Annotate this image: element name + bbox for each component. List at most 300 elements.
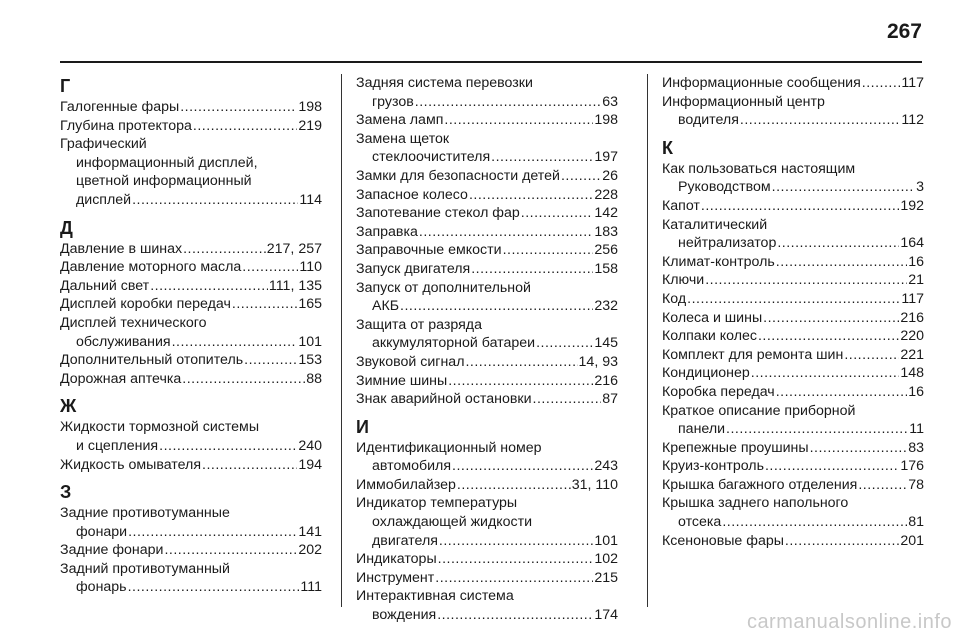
index-term: Звуковой сигнал [356, 353, 465, 370]
leader-dots [183, 240, 266, 259]
index-entry-line [662, 439, 924, 458]
page-reference-link[interactable]: 78 [908, 476, 924, 493]
leader-dots [844, 346, 899, 365]
index-entry [356, 241, 618, 260]
index-entry [356, 494, 618, 550]
section-letter: Ж [60, 396, 77, 417]
index-term: обслуживания [76, 333, 171, 350]
index-entry-line [356, 279, 618, 298]
index-entry-line [356, 74, 618, 93]
index-column-3 [662, 74, 924, 550]
index-column-1 [60, 74, 322, 597]
column-divider [341, 74, 342, 607]
index-entry-line [356, 111, 618, 130]
leader-dots [172, 333, 298, 352]
index-term: Давление в шинах [60, 240, 183, 257]
index-term: Крышка багажного отделения [662, 476, 858, 493]
index-term: Замки для безопасности детей [356, 167, 560, 184]
page-reference-link[interactable]: 183 [594, 223, 618, 240]
page-reference-link[interactable]: 11 [909, 421, 924, 438]
index-entry [662, 160, 924, 197]
index-term: Дополнительный отопитель [60, 352, 244, 369]
index-entry [60, 418, 322, 455]
index-term: Коробка передач [662, 383, 775, 400]
index-term: дисплей [76, 191, 132, 208]
index-entry-line [356, 316, 618, 335]
index-term: Код [662, 290, 687, 307]
page-reference-link[interactable]: 221 [900, 346, 924, 363]
section-letter: И [356, 416, 369, 437]
index-term: Кондиционер [662, 365, 750, 382]
index-term: Колпаки колес [662, 328, 757, 345]
page-reference-link[interactable]: 216 [900, 309, 924, 326]
index-entry-line [662, 364, 924, 383]
index-entry [662, 309, 924, 328]
page-reference-link[interactable]: 117 [901, 290, 924, 307]
index-entry-line [60, 98, 322, 117]
leader-dots [469, 186, 593, 205]
index-entry-line [356, 204, 618, 223]
page-reference-link[interactable]: 158 [594, 260, 618, 277]
index-term: Индикатор температуры [356, 495, 518, 512]
section-letter: К [662, 137, 673, 158]
page-reference-link[interactable]: 101 [594, 532, 618, 549]
index-entry-line [60, 333, 322, 352]
page-reference-link[interactable]: 215 [594, 569, 618, 586]
index-entry [356, 353, 618, 372]
index-term: фонари [76, 523, 128, 540]
index-entry [356, 167, 618, 186]
index-entry-line [60, 135, 322, 154]
index-entry [356, 74, 618, 111]
index-term: Как пользоваться настоящим [662, 160, 856, 177]
leader-dots [438, 550, 594, 569]
page-reference-link[interactable]: 174 [594, 607, 618, 624]
page-reference-link[interactable]: 21 [908, 272, 924, 289]
leader-dots [810, 439, 908, 458]
index-term: Графический [60, 136, 147, 153]
page-reference-link[interactable]: 87 [602, 391, 618, 408]
leader-dots [452, 457, 593, 476]
index-entry-line [356, 439, 618, 458]
leader-dots [705, 271, 907, 290]
leader-dots [242, 258, 298, 277]
index-entry-line [60, 295, 322, 314]
index-term: аккумуляторной батареи [372, 335, 536, 352]
index-term: цветной информационный [76, 173, 252, 190]
leader-dots [415, 93, 601, 112]
index-entry-line [662, 111, 924, 130]
index-term: Зимние шины [356, 372, 448, 389]
index-entry [662, 327, 924, 346]
index-term: Замена щеток [356, 130, 450, 147]
page-reference-link[interactable]: 148 [900, 365, 924, 382]
index-entry [356, 186, 618, 205]
page-reference-link[interactable]: 16 [908, 253, 924, 270]
index-term: Дорожная аптечка [60, 370, 182, 387]
leader-dots [128, 523, 297, 542]
leader-dots [687, 290, 900, 309]
index-term: отсека [678, 514, 722, 531]
index-entry-line [662, 402, 924, 421]
leader-dots [491, 148, 593, 167]
index-entry [356, 223, 618, 242]
section-letter: Д [60, 217, 73, 238]
page-reference-link[interactable]: 219 [298, 117, 322, 134]
index-entry-line [60, 523, 322, 542]
page-reference-link[interactable]: 101 [298, 333, 322, 350]
index-entry [662, 402, 924, 439]
index-entry [356, 316, 618, 353]
page-reference-link[interactable]: 114 [299, 191, 322, 208]
page-reference-link[interactable]: 14, 93 [578, 353, 618, 370]
leader-dots [180, 98, 297, 117]
index-term: Заправка [356, 223, 418, 240]
index-entry-line [60, 351, 322, 370]
leader-dots [164, 541, 297, 560]
index-entry-line [356, 260, 618, 279]
index-entry-line [60, 154, 322, 173]
index-term: Задний противотуманный [60, 560, 230, 577]
index-column-2 [356, 74, 618, 625]
page-reference-link[interactable]: 165 [298, 296, 322, 313]
index-term: Дальний свет [60, 277, 150, 294]
page-reference-link[interactable]: 194 [298, 456, 322, 473]
page-reference-link[interactable]: 111 [300, 579, 322, 596]
leader-dots [132, 191, 298, 210]
index-entry-line [356, 606, 618, 625]
page-reference-link[interactable]: 26 [602, 167, 618, 184]
index-entry [662, 476, 924, 495]
page-reference-link[interactable]: 112 [901, 112, 924, 129]
page-reference-link[interactable]: 197 [594, 149, 618, 166]
index-entry [662, 346, 924, 365]
index-entry-line [60, 578, 322, 597]
index-term: Крепежные проушины [662, 439, 809, 456]
index-entry-line [356, 167, 618, 186]
index-entry [356, 260, 618, 279]
index-entry-line [356, 494, 618, 513]
leader-dots [862, 74, 901, 93]
index-term: Глубина протектора [60, 117, 192, 134]
index-entry-line [60, 456, 322, 475]
leader-dots [244, 351, 297, 370]
index-entry-line [662, 513, 924, 532]
index-term: Идентификационный номер [356, 439, 542, 456]
index-entry-line [662, 290, 924, 309]
leader-dots [471, 260, 593, 279]
page-reference-link[interactable]: 243 [594, 458, 618, 475]
index-entry [60, 277, 322, 296]
leader-dots [726, 420, 908, 439]
index-entry-line [356, 569, 618, 588]
index-term: Галогенные фары [60, 99, 180, 115]
index-entry-line [356, 587, 618, 606]
page-reference-link[interactable]: 192 [900, 197, 924, 214]
index-term: Дисплей коробки передач [60, 296, 231, 313]
index-entry [356, 111, 618, 130]
index-term: Дисплей технического [60, 314, 207, 331]
index-entry-line [662, 160, 924, 179]
page-reference-link[interactable]: 201 [900, 532, 924, 549]
index-entry-line [356, 186, 618, 205]
leader-dots [740, 111, 900, 130]
index-term: грузов [372, 93, 414, 110]
index-entry-line [60, 172, 322, 191]
leader-dots [521, 204, 594, 223]
page-reference-link[interactable]: 220 [900, 328, 924, 345]
page-reference-link[interactable]: 216 [594, 372, 618, 389]
index-entry [356, 476, 618, 495]
index-entry [662, 197, 924, 216]
index-entry [662, 93, 924, 130]
index-entry-line [60, 370, 322, 389]
index-term: Краткое описание приборной [662, 402, 856, 419]
index-entry-line [356, 457, 618, 476]
leader-dots [400, 297, 593, 316]
index-entry [662, 253, 924, 272]
index-entry-line [60, 504, 322, 523]
index-entry [662, 457, 924, 476]
index-entry-line [60, 117, 322, 136]
section-letter: Г [60, 76, 71, 96]
leader-dots [128, 578, 300, 597]
page-reference-link[interactable]: 81 [908, 514, 924, 531]
index-entry-line [60, 240, 322, 259]
index-term: Задняя система перевозки [356, 75, 533, 91]
page-reference-link[interactable]: 198 [594, 112, 618, 129]
column-divider [647, 74, 648, 607]
page-reference-link[interactable]: 88 [306, 370, 322, 387]
page-reference-link[interactable]: 117 [901, 75, 924, 91]
leader-dots [437, 606, 593, 625]
page-reference-link[interactable]: 240 [298, 437, 322, 454]
index-entry-line [662, 216, 924, 235]
index-entry [662, 271, 924, 290]
index-term: Индикаторы [356, 551, 437, 568]
index-entry [662, 383, 924, 402]
index-entry-line [356, 353, 618, 372]
index-entry-line [60, 541, 322, 560]
leader-dots [533, 390, 602, 409]
index-term: АКБ [372, 298, 400, 315]
index-entry-line [662, 93, 924, 112]
leader-dots [150, 277, 268, 296]
leader-dots [758, 327, 899, 346]
index-term: водителя [678, 112, 739, 129]
leader-dots [232, 295, 297, 314]
index-entry-line [356, 476, 618, 495]
index-entry-line [356, 513, 618, 532]
leader-dots [776, 253, 907, 272]
index-term: Давление моторного масла [60, 259, 242, 276]
index-entry-line [356, 297, 618, 316]
index-entry-line [356, 550, 618, 569]
index-entry [356, 550, 618, 569]
leader-dots [457, 476, 571, 495]
index-term: Климат-контроль [662, 253, 775, 270]
page-reference-link[interactable]: 232 [594, 298, 618, 315]
index-entry-line [662, 309, 924, 328]
index-entry-line [662, 457, 924, 476]
page-reference-link[interactable]: 142 [594, 205, 618, 222]
index-term: Крышка заднего напольного [662, 495, 849, 512]
index-term: двигателя [372, 532, 438, 549]
index-entry [60, 370, 322, 389]
index-entry [60, 98, 322, 117]
index-term: Жидкость омывателя [60, 456, 202, 473]
index-term: информационный дисплей, [76, 154, 258, 171]
index-entry-line [662, 383, 924, 402]
index-term: Задние противотуманные [60, 505, 230, 522]
leader-dots [419, 223, 593, 242]
index-entry-line [662, 494, 924, 513]
index-entry [662, 364, 924, 383]
page-reference-link[interactable]: 153 [298, 352, 322, 369]
page-reference-link[interactable]: 145 [594, 335, 618, 352]
index-entry [356, 279, 618, 316]
index-term: стеклоочистителя [372, 149, 491, 166]
index-entry-line [60, 191, 322, 210]
page-reference-link[interactable]: 198 [298, 99, 322, 115]
leader-dots [444, 111, 593, 130]
index-entry-line [356, 532, 618, 551]
leader-dots [765, 457, 899, 476]
index-term: автомобиля [372, 458, 452, 475]
index-entry [60, 560, 322, 597]
index-entry-line [662, 346, 924, 365]
leader-dots [722, 513, 907, 532]
section-letter: З [60, 482, 72, 503]
index-term: Комплект для ремонта шин [662, 346, 844, 363]
index-entry-line [662, 253, 924, 272]
leader-dots [448, 372, 593, 391]
index-entry [662, 216, 924, 253]
index-entry-line [60, 258, 322, 277]
index-entry-line [356, 241, 618, 260]
index-entry-line [60, 560, 322, 579]
index-entry-line [662, 327, 924, 346]
index-entry [60, 117, 322, 136]
header-rule [60, 61, 922, 63]
index-term: Ксеноновые фары [662, 532, 784, 549]
index-entry-line [662, 178, 924, 197]
index-term: Ключи [662, 272, 705, 289]
index-term: Запотевание стекол фар [356, 205, 520, 222]
index-term: Информационный центр [662, 93, 825, 110]
index-entry [60, 135, 322, 209]
index-entry [356, 372, 618, 391]
index-term: Иммобилайзер [356, 476, 456, 493]
index-entry-line [356, 223, 618, 242]
page-number: 267 [886, 20, 922, 43]
page-reference-link[interactable]: 102 [594, 551, 618, 568]
index-entry-line [60, 314, 322, 333]
index-entry-line [356, 130, 618, 149]
index-entry-line [60, 277, 322, 296]
index-term: фонарь [76, 579, 127, 596]
index-entry [356, 439, 618, 476]
watermark-text: carmanualsonline.info [746, 611, 952, 633]
index-term: Информационные сообщения [662, 75, 861, 91]
index-entry [662, 494, 924, 531]
index-term: Замена ламп [356, 112, 444, 129]
leader-dots [503, 241, 594, 260]
index-term: Защита от разряда [356, 316, 482, 333]
index-term: Запасное колесо [356, 186, 468, 203]
leader-dots [858, 476, 907, 495]
leader-dots [701, 197, 899, 216]
index-entry-line [662, 476, 924, 495]
page-reference-link[interactable]: 256 [594, 242, 618, 259]
index-term: Колеса и шины [662, 309, 763, 326]
leader-dots [777, 234, 899, 253]
leader-dots [763, 309, 899, 328]
index-entry [662, 439, 924, 458]
index-entry [356, 390, 618, 409]
leader-dots [785, 532, 899, 551]
leader-dots [776, 383, 908, 402]
page-reference-link[interactable]: 202 [298, 542, 322, 559]
index-entry [60, 456, 322, 475]
page-reference-link[interactable]: 141 [298, 523, 322, 540]
index-entry-line [356, 334, 618, 353]
index-term: Заправочные емкости [356, 242, 502, 259]
page-reference-link[interactable]: 63 [602, 93, 618, 110]
leader-dots [202, 456, 297, 475]
index-term: Интерактивная система [356, 588, 514, 605]
index-entry [60, 258, 322, 277]
page-reference-link[interactable]: 31, 110 [571, 476, 618, 493]
page-reference-link[interactable]: 228 [594, 186, 618, 203]
index-entry [60, 504, 322, 541]
index-term: панели [678, 421, 726, 438]
index-entry [356, 569, 618, 588]
page-reference-link[interactable]: 3 [916, 179, 924, 196]
index-entry-line [60, 418, 322, 437]
index-term: Жидкости тормозной системы [60, 419, 260, 436]
index-entry [60, 541, 322, 560]
leader-dots [465, 353, 577, 372]
index-term: нейтрализатор [678, 235, 777, 252]
page-reference-link[interactable]: 83 [908, 439, 924, 456]
leader-dots [159, 437, 297, 456]
leader-dots [561, 167, 601, 186]
index-entry-line [662, 74, 924, 93]
index-entry-line [662, 271, 924, 290]
page-reference-link[interactable]: 111, 135 [268, 277, 322, 294]
index-entry-line [60, 437, 322, 456]
index-entry-line [356, 390, 618, 409]
page-reference-link[interactable]: 164 [900, 235, 924, 252]
index-entry-line [662, 197, 924, 216]
index-entry-line [662, 234, 924, 253]
index-term: Запуск двигателя [356, 260, 471, 277]
page-reference-link[interactable]: 217, 257 [266, 240, 322, 257]
leader-dots [439, 532, 593, 551]
index-entry [662, 74, 924, 93]
index-entry [60, 295, 322, 314]
index-entry [60, 351, 322, 370]
page-reference-link[interactable]: 110 [299, 259, 322, 276]
index-entry [356, 587, 618, 624]
page-reference-link[interactable]: 16 [908, 383, 924, 400]
index-term: Руководством [678, 179, 771, 196]
index-entry-line [356, 93, 618, 112]
page-reference-link[interactable]: 176 [900, 458, 924, 475]
leader-dots [751, 364, 900, 383]
index-entry [662, 532, 924, 551]
